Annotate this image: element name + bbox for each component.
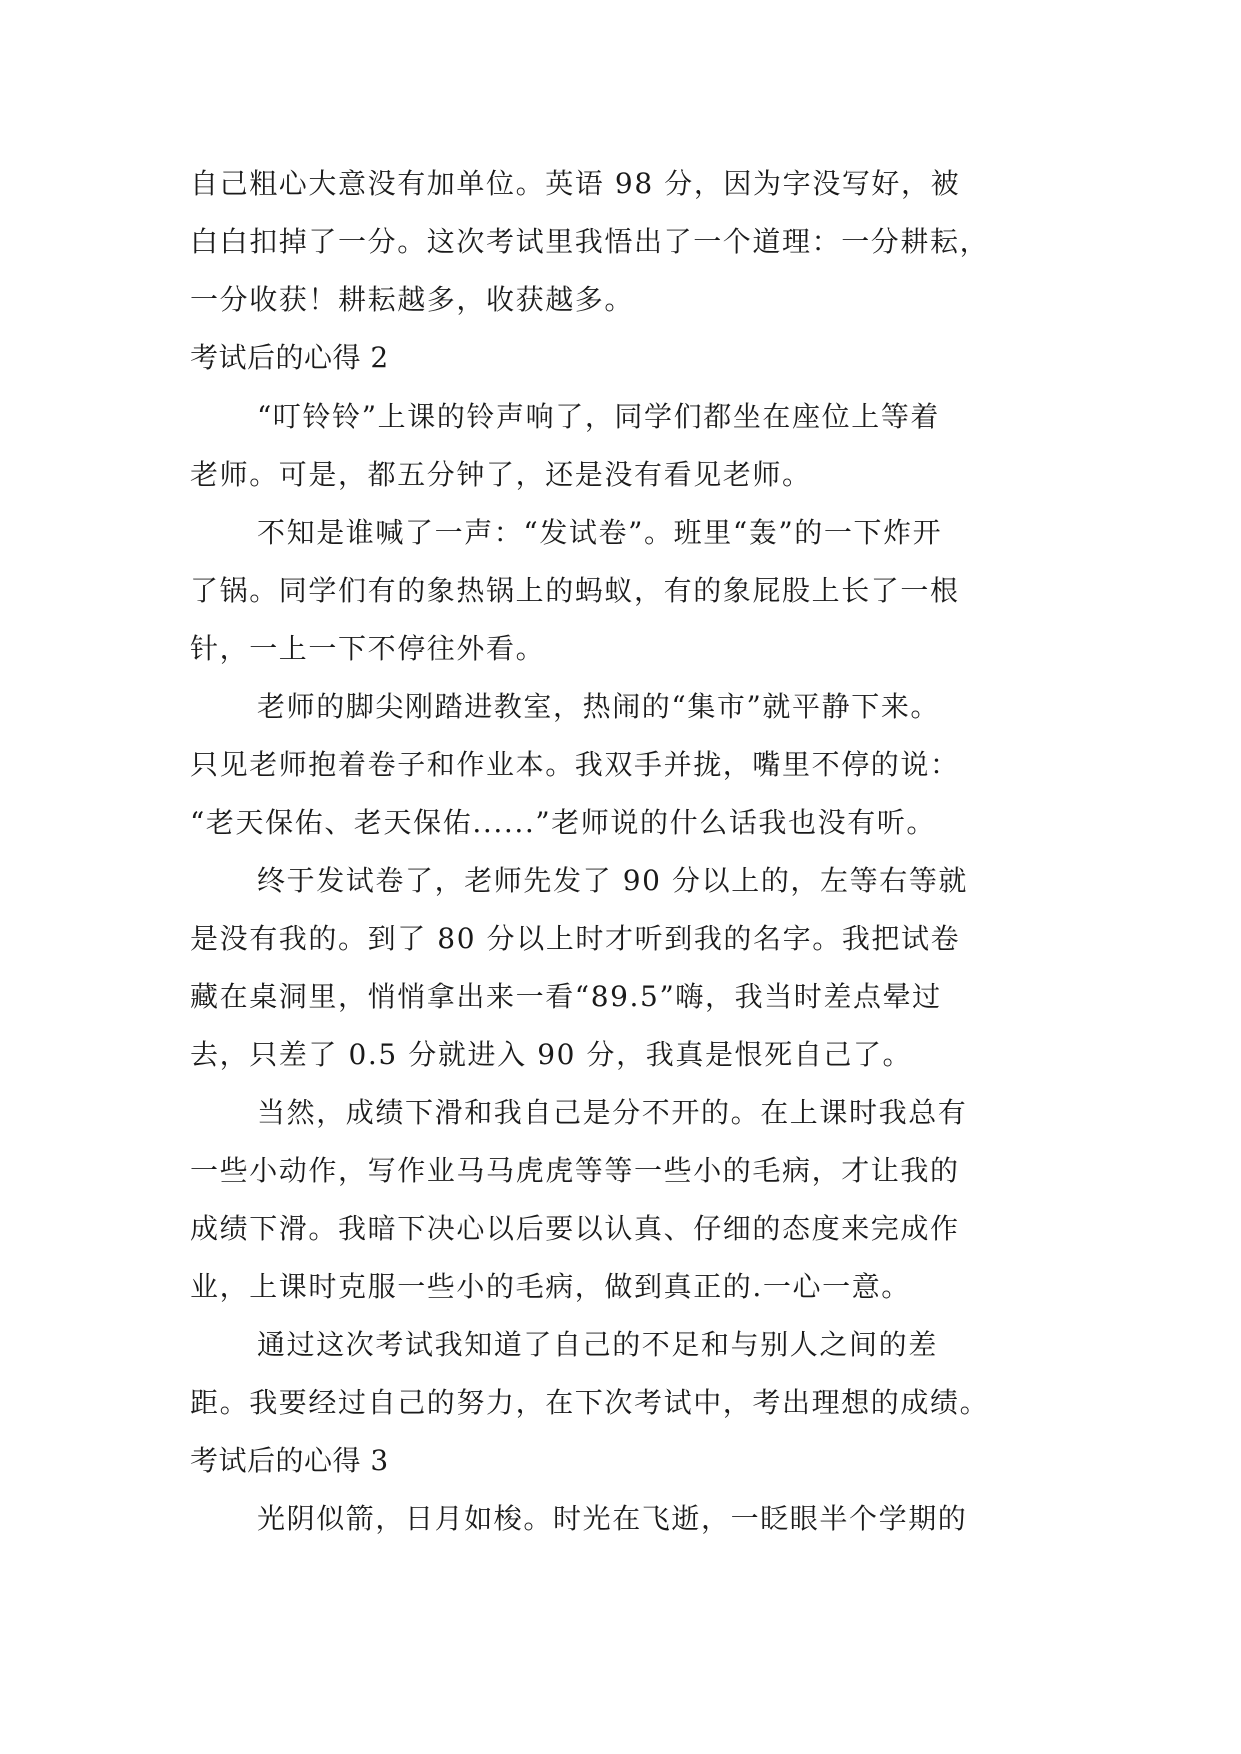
text-line: 一分收获！耕耘越多，收获越多。 [190,283,635,316]
text-line: “叮铃铃”上课的铃声响了，同学们都坐在座位上等着 [257,400,941,433]
text-line: 一些小动作，写作业马马虎虎等等一些小的毛病，才让我的 [190,1154,960,1187]
text-line: 针，一上一下不停往外看。 [190,632,546,665]
text-line: 不知是谁喊了一声：“发试卷”。班里“轰”的一下炸开 [257,516,943,549]
section-heading: 考试后的心得 3 [190,1444,389,1477]
text-line: 去，只差了 0.5 分就进入 90 分，我真是恨死自己了。 [190,1038,913,1071]
text-line: 是没有我的。到了 80 分以上时才听到我的名字。我把试卷 [190,922,961,955]
text-line: 了锅。同学们有的象热锅上的蚂蚁，有的象屁股上长了一根 [190,574,960,607]
text-line: 老师的脚尖刚踏进教室，热闹的“集市”就平静下来。 [257,690,941,723]
text-line: 老师。可是，都五分钟了，还是没有看见老师。 [190,458,812,491]
text-line: 距。我要经过自己的努力，在下次考试中，考出理想的成绩。 [190,1386,990,1419]
text-line: 光阴似箭，日月如梭。时光在飞逝，一眨眼半个学期的 [257,1502,968,1535]
text-line: 终于发试卷了，老师先发了 90 分以上的，左等右等就 [257,864,969,897]
text-line: 自己粗心大意没有加单位。英语 98 分，因为字没写好，被 [190,167,961,200]
text-line: 白白扣掉了一分。这次考试里我悟出了一个道理：一分耕耘， [190,225,990,258]
text-line: 当然，成绩下滑和我自己是分不开的。在上课时我总有 [257,1096,968,1129]
text-line: 只见老师抱着卷子和作业本。我双手并拢，嘴里不停的说： [190,748,960,781]
text-line: 业，上课时克服一些小的毛病，做到真正的.一心一意。 [190,1270,911,1303]
text-line: “老天保佑、老天保佑......”老师说的什么话我也没有听。 [190,806,937,839]
text-line: 成绩下滑。我暗下决心以后要以认真、仔细的态度来完成作 [190,1212,960,1245]
section-heading: 考试后的心得 2 [190,341,389,374]
text-line: 通过这次考试我知道了自己的不足和与别人之间的差 [257,1328,938,1361]
text-line: 藏在桌洞里，悄悄拿出来一看“89.5”嗨，我当时差点晕过 [190,980,942,1013]
